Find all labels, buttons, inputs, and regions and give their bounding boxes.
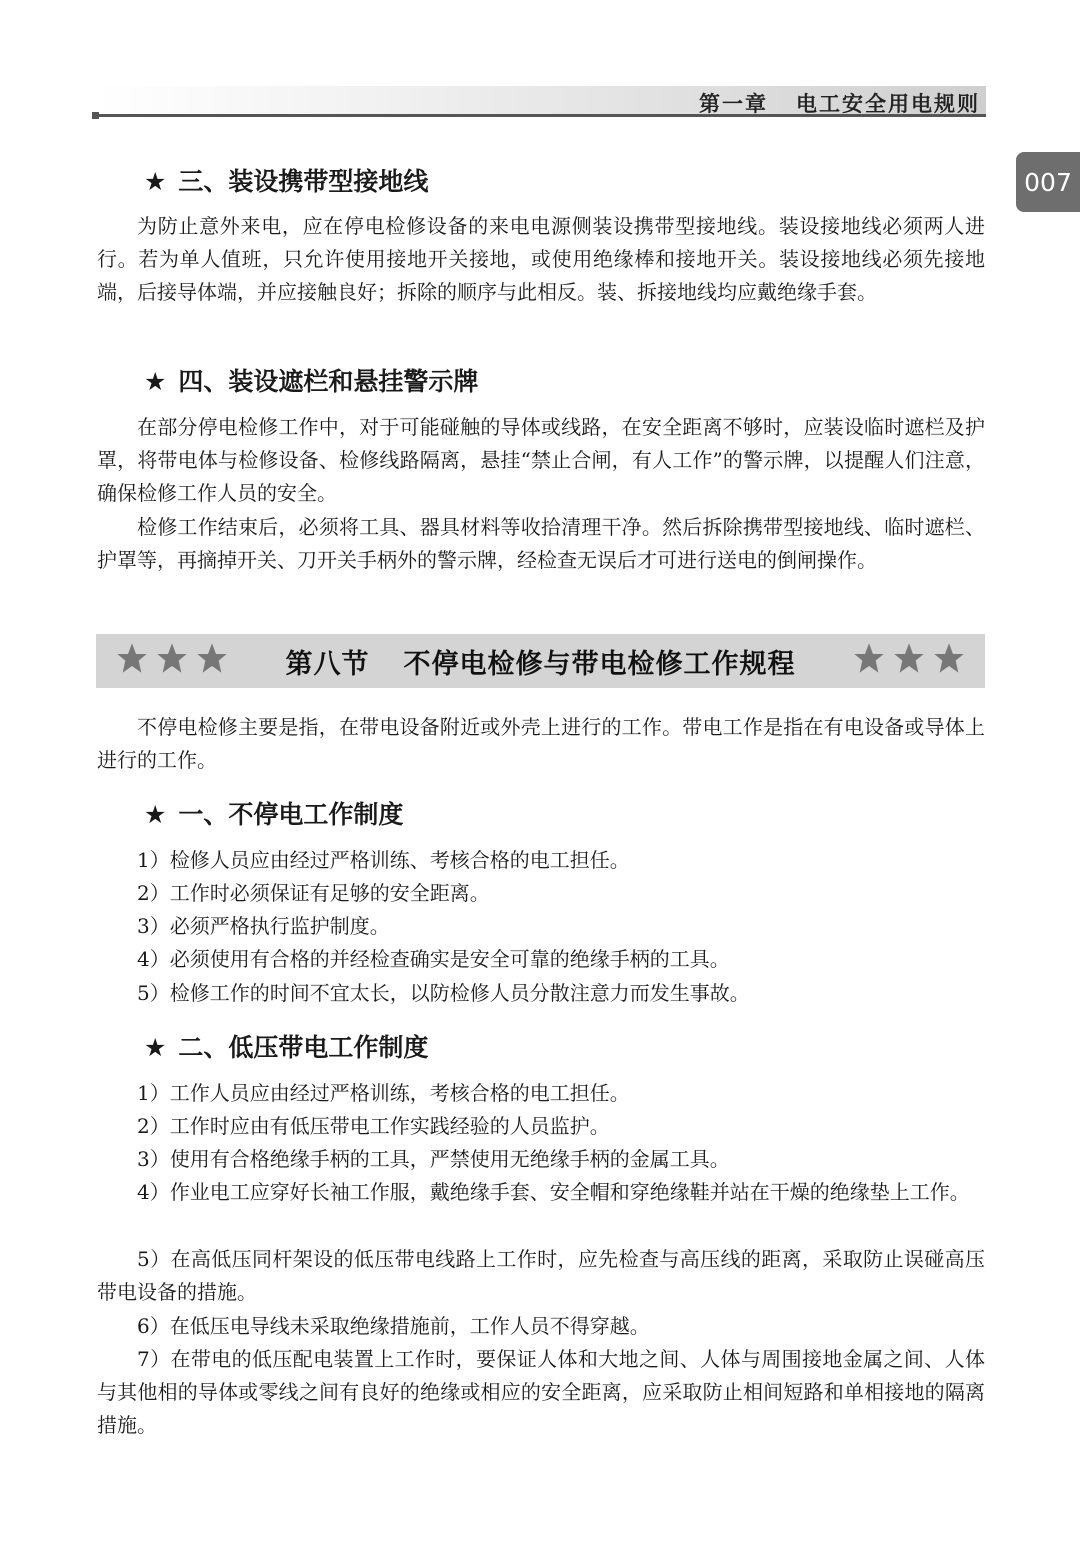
list-item: 3）必须严格执行监护制度。 (137, 914, 390, 938)
list-item: 5）检修工作的时间不宜太长，以防检修人员分散注意力而发生事故。 (137, 981, 750, 1005)
section-heading-text: 四、装设遮栏和悬挂警示牌 (178, 367, 479, 396)
section-title (286, 642, 796, 681)
list-item: 4）必须使用有合格的并经检查确实是安全可靠的绝缘手柄的工具。 (137, 947, 730, 971)
header-rule-dot (92, 112, 99, 119)
page-number-tab (1016, 152, 1080, 212)
header-chapter-title: 电工安全用电规则 (796, 92, 980, 116)
list-item: 2）工作时应由有低压带电工作实践经验的人员监护。 (137, 1114, 610, 1138)
list-item: 3）使用有合格绝缘手柄的工具，严禁使用无绝缘手柄的金属工具。 (137, 1147, 730, 1171)
star-icon: ★ (144, 1033, 167, 1062)
paragraph: 不停电检修主要是指，在带电设备附近或外壳上进行的工作。带电工作是指在有电设备或导体上进行的工作。 (97, 715, 985, 772)
star-icon: ★ (144, 800, 167, 829)
decorative-stars-right (853, 642, 965, 674)
list-item: 7）在带电的低压配电装置上工作时，要保证人体和大地之间、人体与周围接地金属之间、人体与其他相的导体或零线之间有良好的绝缘或相应的安全距离，应采取防止相间短路和单相接地的隔离措施。 (97, 1347, 985, 1437)
star-icon: ★ (144, 367, 167, 396)
list-item: 6）在低压电导线未采取绝缘措施前，工作人员不得穿越。 (137, 1314, 650, 1338)
section-number: 第八节 (285, 648, 370, 680)
subsection-heading-2 (144, 1028, 428, 1064)
star-icon (893, 642, 925, 674)
subsection-heading-text: 二、低压带电工作制度 (178, 1033, 429, 1062)
section-title-band (96, 634, 985, 688)
section-heading-4 (144, 362, 478, 398)
list-item: 4）作业电工应穿好长袖工作服，戴绝缘手套、安全帽和穿绝缘鞋并站在干燥的绝缘垫上工作。 (137, 1180, 970, 1204)
star-icon (156, 642, 188, 674)
list-item: 1）检修人员应由经过严格训练、考核合格的电工担任。 (137, 848, 630, 872)
subsection-heading-text: 一、不停电工作制度 (178, 800, 404, 829)
star-icon (853, 642, 885, 674)
decorative-stars-left (116, 642, 228, 674)
section-heading-3 (144, 162, 428, 198)
section-heading-text: 三、装设携带型接地线 (178, 167, 429, 196)
list-item: 2）工作时必须保证有足够的安全距离。 (137, 881, 490, 905)
star-icon (116, 642, 148, 674)
page-number: 007 (1024, 167, 1072, 197)
section-title-text: 不停电检修与带电检修工作规程 (403, 648, 796, 680)
paragraph: 检修工作结束后，必须将工具、器具材料等收拾清理干净。然后拆除携带型接地线、临时遮栏、护罩等，再摘掉开关、刀开关手柄外的警示牌，经检查无误后才可进行送电的倒闸操作。 (97, 515, 985, 572)
paragraph: 为防止意外来电，应在停电检修设备的来电电源侧装设携带型接地线。装设接地线必须两人进行。若为单人值班，只允许使用接地开关接地，或使用绝缘棒和接地开关。装设接地线必须先接地端，后接导体端，并应接触良好；拆除的顺序与此相反。装、拆接地线均应戴绝缘手套。 (97, 214, 985, 304)
list-item: 5）在高低压同杆架设的低压带电线路上工作时，应先检查与高压线的距离，采取防止误碰高压带电设备的措施。 (97, 1247, 985, 1304)
list-item: 1）工作人员应由经过严格训练，考核合格的电工担任。 (137, 1081, 630, 1105)
subsection-heading-1 (144, 795, 403, 831)
star-icon: ★ (144, 167, 167, 196)
paragraph: 在部分停电检修工作中，对于可能碰触的导体或线路，在安全距离不够时，应装设临时遮栏及护罩，将带电体与检修设备、检修线路隔离，悬挂“禁止合闸，有人工作”的警示牌，以提醒人们注意，确保检修工作人员的安全。 (97, 415, 985, 505)
star-icon (933, 642, 965, 674)
star-icon (196, 642, 228, 674)
header-chapter: 第一章 (699, 92, 768, 116)
running-header (699, 88, 980, 118)
